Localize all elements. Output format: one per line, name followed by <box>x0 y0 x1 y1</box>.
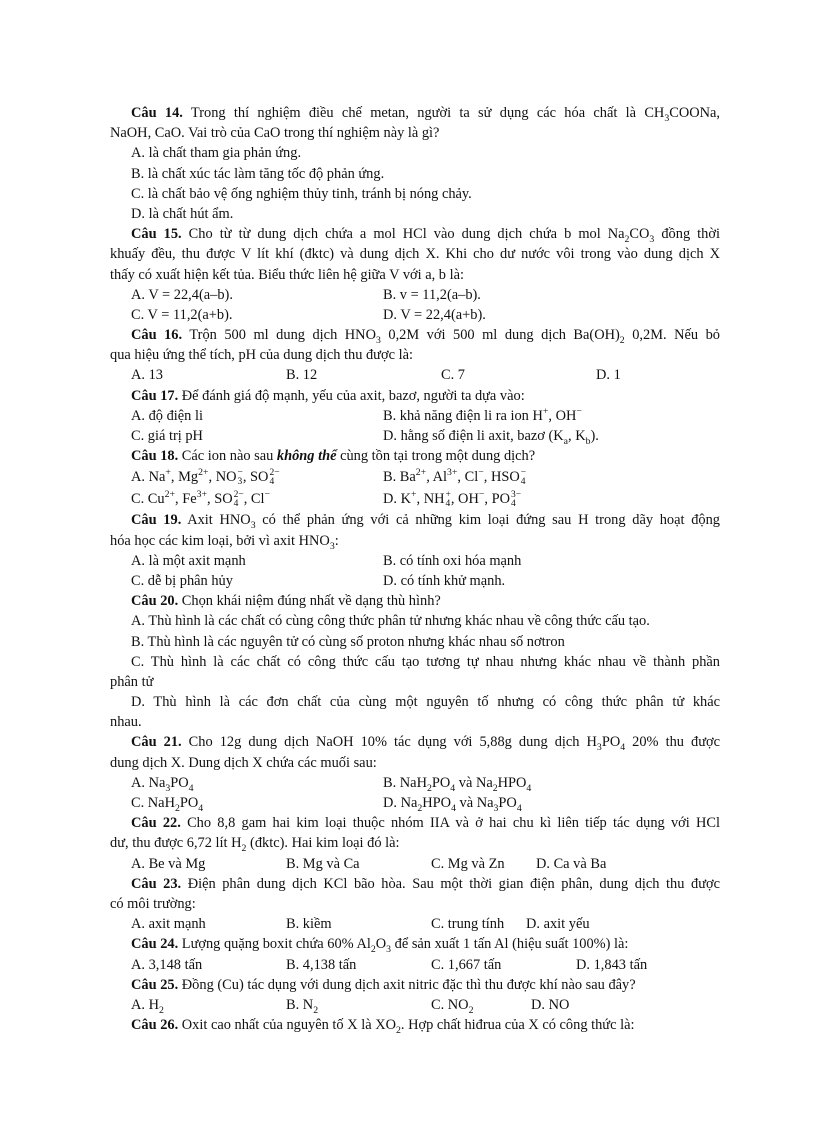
q15-option-b[interactable]: B. v = 11,2(a–b). <box>383 286 481 303</box>
q18-option-b[interactable]: B. $Ba^{2+}$, $Al^{3+}$, Cl−, HSO − 4 <box>383 467 527 488</box>
q21-number: Câu 21. <box>131 734 182 751</box>
q15-line2: khuấy đều, thu được V lít khí (đktc) và dung dịch X. Khi cho dư nước vôi trong vào dung dịch X <box>110 246 720 263</box>
q14-line2: NaOH, CaO. Vai trò của CaO trong thí nghiệm này là gì? <box>110 125 440 142</box>
q25-option-d[interactable]: D. NO <box>531 996 570 1013</box>
q25-number: Câu 25. <box>131 976 179 993</box>
q25-option-b[interactable]: B. $N_2$ <box>286 996 319 1016</box>
q15-option-d[interactable]: D. V = 22,4(a+b). <box>383 306 486 323</box>
q23-option-b[interactable]: B. kiềm <box>286 916 332 933</box>
q22-option-c[interactable]: C. Mg và Zn <box>431 855 505 872</box>
q14-option-a[interactable]: A. là chất tham gia phản ứng. <box>131 145 302 162</box>
q21-option-a[interactable]: A. $Na_3PO_4$ <box>131 774 194 794</box>
q16-line2: qua hiệu ứng thể tích, pH của dung dịch thu được là: <box>110 347 413 364</box>
q18-option-a[interactable]: A. Na+, $Mg^{2+}$, NO − 3 , SO 2− 4 <box>131 467 280 488</box>
q14-option-b[interactable]: B. là chất xúc tác làm tăng tốc độ phản ứng. <box>131 165 385 182</box>
q21-option-b[interactable]: B. $NaH_2PO_4$ và $Na_2HPO_4$ <box>383 774 532 794</box>
q15-option-a[interactable]: A. V = 22,4(a–b). <box>131 286 233 303</box>
q17-options-row1 <box>110 406 720 426</box>
q24-option-b[interactable]: B. 4,138 tấn <box>286 956 357 973</box>
q20-option-c-line1[interactable]: C. Thù hình là các chất có công thức cấu tạo tương tự nhau nhưng khác nhau về thành phần <box>131 653 720 670</box>
q22-options <box>110 854 720 874</box>
q23-line2: có môi trường: <box>110 895 196 912</box>
q22-option-d[interactable]: D. Ca và Ba <box>536 855 607 872</box>
q17-option-a[interactable]: A. độ điện li <box>131 407 203 424</box>
q25-stem: Câu 25. Đồng (Cu) tác dụng với dung dịch axit nitric đặc thì thu được khí nào sau đây? <box>131 976 636 993</box>
q23-option-a[interactable]: A. axit mạnh <box>131 916 206 933</box>
q25-option-a[interactable]: A. $H_2$ <box>131 996 164 1016</box>
q20-option-a[interactable]: A. Thù hình là các chất có cùng công thức phân tử nhưng khác nhau về công thức cấu tạo. <box>131 613 650 630</box>
q19-number: Câu 19. <box>131 512 182 529</box>
q19-line2: hóa học các kim loại, bởi vì axit $HNO_3$: <box>110 532 339 552</box>
exam-content <box>110 103 720 1035</box>
q22-option-b[interactable]: B. Mg và Ca <box>286 855 360 872</box>
q26-stem: Câu 26. Oxit cao nhất của nguyên tố X là $XO_2$. Hợp chất hiđrua của X có công thức là: <box>131 1017 635 1036</box>
q21-options-row2 <box>110 793 720 813</box>
q19-options-row2 <box>110 571 720 591</box>
q22-number: Câu 22. <box>131 815 181 832</box>
q19-option-d[interactable]: D. có tính khử mạnh. <box>383 572 506 589</box>
q20-number: Câu 20. <box>131 593 179 610</box>
q16-option-d[interactable]: D. 1 <box>596 367 621 384</box>
q15-number: Câu 15. <box>131 226 182 243</box>
q19-option-c[interactable]: C. dễ bị phân hủy <box>131 572 233 589</box>
q14-line1: Câu 14. Trong thí nghiệm điều chế metan, người ta sử dụng các hóa chất là $CH_3COONa$, <box>131 105 720 124</box>
q18-stem: Câu 18. Các ion nào sau không thể cùng tồn tại trong một dung dịch? <box>131 448 536 465</box>
q17-options-row2 <box>110 426 720 446</box>
q16-option-a[interactable]: A. 13 <box>131 367 163 384</box>
q20-option-b[interactable]: B. Thù hình là các nguyên tử có cùng số proton nhưng khác nhau số nơtron <box>131 633 565 650</box>
q19-options-row1 <box>110 551 720 571</box>
q17-option-d[interactable]: D. hằng số điện li axit, bazơ ($K_a$, $K_b$). <box>383 428 599 447</box>
q14-option-c[interactable]: C. là chất bảo vệ ống nghiệm thủy tinh, tránh bị nóng chảy. <box>131 185 472 202</box>
q22-line1: Câu 22. Cho 8,8 gam hai kim loại thuộc nhóm IIA và ở hai chu kì liên tiếp tác dụng với HCl <box>131 815 721 832</box>
q21-line1: Câu 21. Cho 12g dung dịch NaOH 10% tác dụng với 5,88g dung dịch $H_3PO_4$ 20% thu được <box>131 734 720 754</box>
q15-line1: Câu 15. Cho từ từ dung dịch chứa a mol HCl vào dung dịch chứa b mol $Na_2CO_3$ đồng thời <box>131 226 720 245</box>
q15-line3: thấy có xuất hiện kết tủa. Biểu thức liên hệ giữa V với a, b là: <box>110 266 464 283</box>
q18-number: Câu 18. <box>131 448 179 465</box>
q16-line1: Câu 16. Trộn 500 ml dung dịch $HNO_3$ 0,2M với 500 ml dung dịch $Ba(OH)_2$ 0,2M. Nếu bỏ <box>131 327 720 346</box>
q18-options-row1 <box>110 466 720 488</box>
q16-option-b[interactable]: B. 12 <box>286 367 318 384</box>
q24-number: Câu 24. <box>131 936 179 953</box>
q19-option-b[interactable]: B. có tính oxi hóa mạnh <box>383 552 522 569</box>
q18-option-c[interactable]: C. $Cu^{2+}$, $Fe^{3+}$, SO 2− 4 , Cl− <box>131 489 271 510</box>
q14-option-d[interactable]: D. là chất hút ẩm. <box>131 205 234 222</box>
q24-option-c[interactable]: C. 1,667 tấn <box>431 956 502 973</box>
q24-stem: Câu 24. Lượng quặng boxit chứa 60% $Al_2O_3$ để sản xuất 1 tấn Al (hiệu suất 100%) là: <box>131 936 629 956</box>
q17-option-b[interactable]: B. khả năng điện li ra ion H+, OH− <box>383 406 582 424</box>
q24-options <box>110 955 720 975</box>
q23-options <box>110 914 720 934</box>
q23-number: Câu 23. <box>131 875 182 892</box>
q14-number: Câu 14. <box>131 105 183 121</box>
q20-stem: Câu 20. Chọn khái niệm đúng nhất về dạng thù hình? <box>131 593 441 610</box>
q18-options-row2 <box>110 488 720 510</box>
q15-option-c[interactable]: C. V = 11,2(a+b). <box>131 306 233 323</box>
q25-option-c[interactable]: C. $NO_2$ <box>431 996 474 1016</box>
q15-options-row2 <box>110 305 720 325</box>
q20-option-d-line2[interactable]: nhau. <box>110 714 142 731</box>
q24-option-a[interactable]: A. 3,148 tấn <box>131 956 203 973</box>
q18-option-d[interactable]: D. K+, NH + 4 , OH−, PO 3− 4 <box>383 489 522 510</box>
q22-option-a[interactable]: A. Be và Mg <box>131 855 206 872</box>
q23-line1: Câu 23. Điện phân dung dịch KCl bão hòa. Sau một thời gian điện phân, dung dịch thu được <box>131 875 720 892</box>
q25-options <box>110 995 720 1015</box>
q16-option-c[interactable]: C. 7 <box>441 367 465 384</box>
q20-option-d-line1[interactable]: D. Thù hình là các đơn chất của cùng một nguyên tố nhưng có công thức phân tử khác <box>131 694 720 711</box>
q16-options <box>110 365 720 385</box>
q21-options-row1 <box>110 773 720 793</box>
q21-option-d[interactable]: D. $Na_2HPO_4$ và $Na_3PO_4$ <box>383 795 522 814</box>
q21-line2: dung dịch X. Dung dịch X chứa các muối sau: <box>110 754 377 771</box>
q23-option-d[interactable]: D. axit yếu <box>526 916 590 933</box>
q17-option-c[interactable]: C. giá trị pH <box>131 428 203 444</box>
q19-line1: Câu 19. Axit $HNO_3$ có thể phản ứng với cả những kim loại đứng sau H trong dãy hoạt động <box>131 512 721 532</box>
q24-option-d[interactable]: D. 1,843 tấn <box>576 956 648 973</box>
q21-option-c[interactable]: C. $NaH_2PO_4$ <box>131 795 204 814</box>
q22-line2: dư, thu được 6,72 lít $H_2$ (đktc). Hai kim loại đó là: <box>110 835 400 855</box>
q16-number: Câu 16. <box>131 327 183 344</box>
q15-options-row1 <box>110 285 720 305</box>
q23-option-c[interactable]: C. trung tính <box>431 916 505 933</box>
q17-number: Câu 17. <box>131 387 179 404</box>
q26-number: Câu 26. <box>131 1017 179 1034</box>
q19-option-a[interactable]: A. là một axit mạnh <box>131 552 246 569</box>
q20-option-c-line2[interactable]: phân tử <box>110 673 154 690</box>
q17-stem: Câu 17. Để đánh giá độ mạnh, yếu của axit, bazơ, người ta dựa vào: <box>131 387 525 404</box>
